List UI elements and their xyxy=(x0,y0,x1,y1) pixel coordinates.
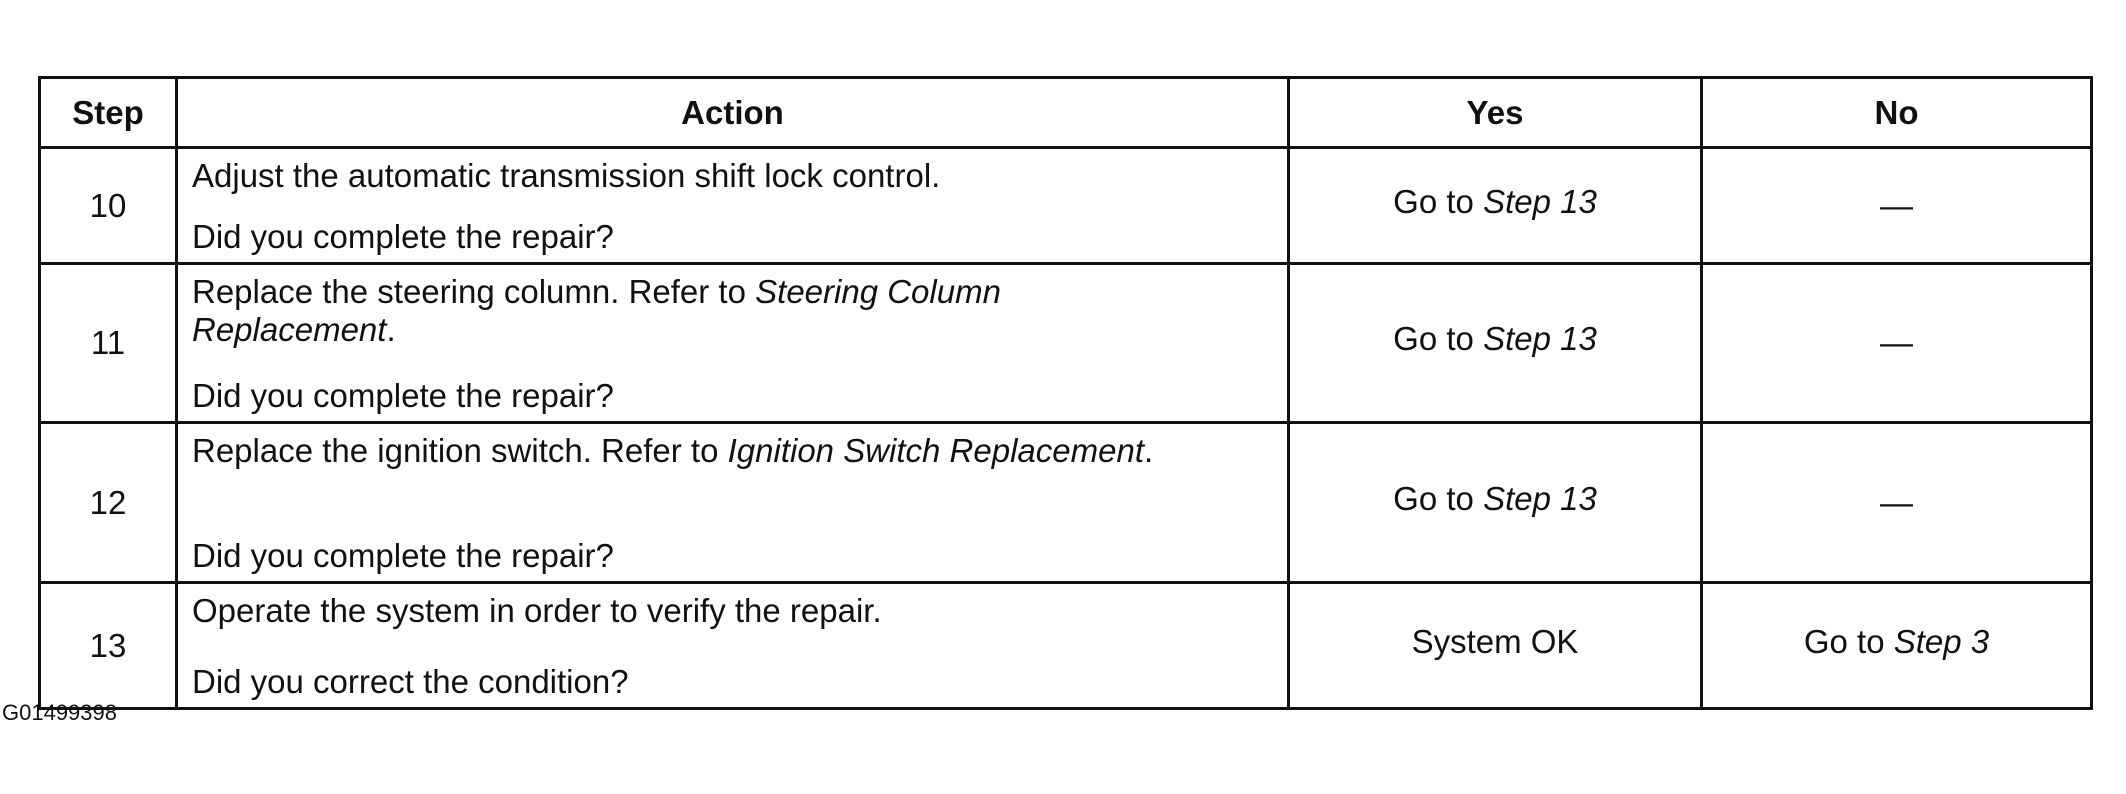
action-cell xyxy=(177,148,1289,264)
action-question: Did you correct the condition? xyxy=(192,663,629,700)
action-instruction: Adjust the automatic transmission shift lock control. xyxy=(192,157,941,194)
yes-prefix: Go to xyxy=(1393,182,1484,220)
yes-prefix: Go to xyxy=(1393,479,1484,517)
action-instruction: Replace the steering column. Refer to Steering Column xyxy=(192,273,1001,310)
yes-cell: System OK xyxy=(1289,583,1702,709)
no-step-ref: Step 3 xyxy=(1893,622,1990,660)
no-value: — xyxy=(1880,186,1913,224)
no-cell xyxy=(1702,423,2092,583)
step-number: 12 xyxy=(40,423,177,583)
no-prefix: Go to xyxy=(1803,622,1894,660)
action-question: Did you complete the repair? xyxy=(192,218,614,255)
no-cell xyxy=(1702,583,2092,709)
yes-step-ref: Step 13 xyxy=(1483,182,1597,220)
table-row xyxy=(40,583,2092,709)
no-cell xyxy=(1702,264,2092,423)
yes-prefix: Go to xyxy=(1393,320,1484,357)
reference-title-cont: Replacement xyxy=(192,311,387,348)
reference-title: Ignition Switch Replacement xyxy=(727,432,1144,469)
no-value: — xyxy=(1880,483,1913,521)
no-value: — xyxy=(1880,324,1913,361)
table-row xyxy=(40,423,2092,583)
table-row xyxy=(40,148,2092,264)
action-cell xyxy=(177,264,1289,423)
table-row xyxy=(40,264,2092,423)
action-instruction: Operate the system in order to verify the repair. xyxy=(192,592,882,629)
figure-id: G01499398 xyxy=(2,700,117,725)
action-question: Did you complete the repair? xyxy=(192,377,614,414)
step-number: 10 xyxy=(40,148,177,264)
action-question: Did you complete the repair? xyxy=(192,537,614,574)
action-instruction: Replace the ignition switch. Refer to Ignition Switch Replacement. xyxy=(192,432,1154,469)
action-cell xyxy=(177,583,1289,709)
header-action: Action xyxy=(177,78,1289,148)
header-yes: Yes xyxy=(1289,78,1702,148)
yes-cell xyxy=(1289,148,1702,264)
step-number: 13 xyxy=(40,583,177,709)
header-step: Step xyxy=(40,78,177,148)
diagnostic-table xyxy=(38,76,2093,710)
step-number: 11 xyxy=(40,264,177,423)
no-cell xyxy=(1702,148,2092,264)
table-header-row xyxy=(40,78,2092,148)
yes-step-ref: Step 13 xyxy=(1483,479,1597,517)
reference-title: Steering Column xyxy=(755,273,1001,310)
yes-cell xyxy=(1289,423,1702,583)
header-no: No xyxy=(1702,78,2092,148)
action-cell xyxy=(177,423,1289,583)
action-instruction-cont: Replacement. xyxy=(192,311,396,348)
yes-cell xyxy=(1289,264,1702,423)
yes-step-ref: Step 13 xyxy=(1483,320,1597,357)
